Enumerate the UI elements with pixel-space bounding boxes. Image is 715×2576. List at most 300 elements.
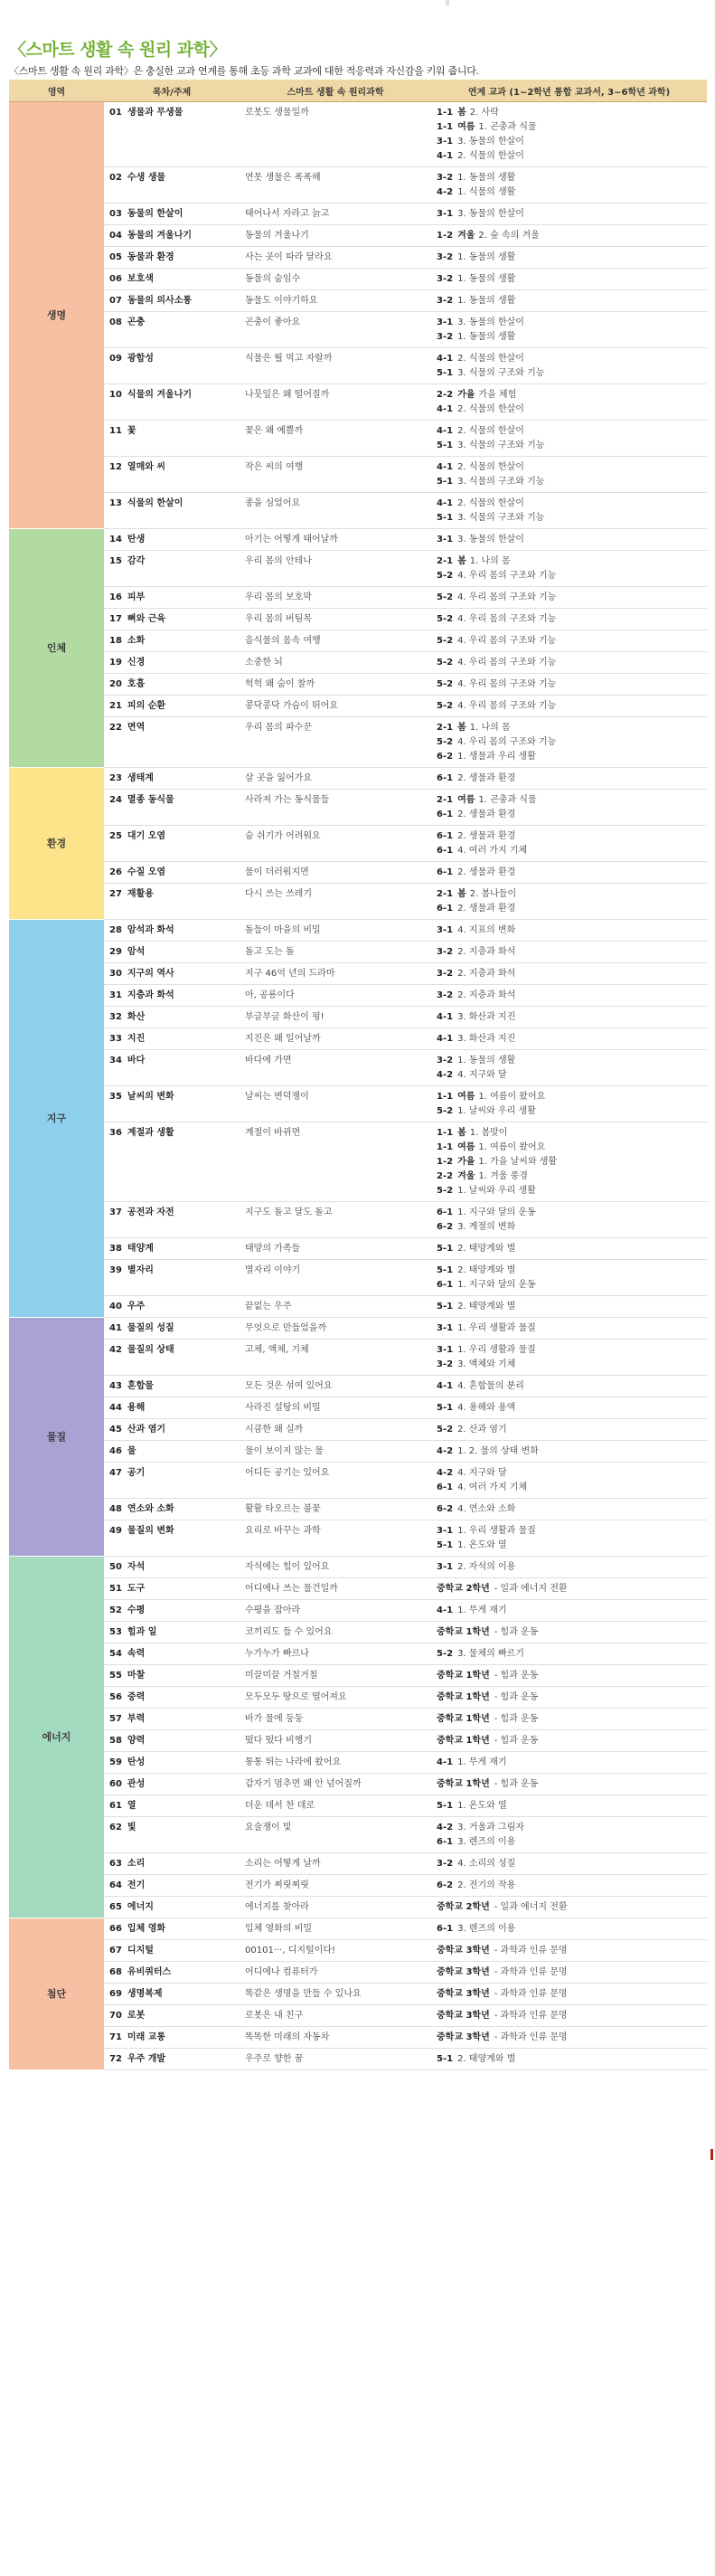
unit-label: 2. 생물과 환경 — [457, 831, 516, 841]
unit-label: 2. 생물과 환경 — [457, 773, 516, 783]
curriculum-link — [437, 1141, 701, 1155]
topic-cell — [104, 1622, 240, 1643]
topic-number: 04 — [109, 231, 122, 241]
topic-title: 물 — [127, 1446, 136, 1456]
unit-label: - 힘과 운동 — [494, 1671, 539, 1681]
topic-number: 38 — [109, 1244, 122, 1254]
topic-number: 05 — [109, 252, 122, 262]
grade-label: 중학교 1학년 — [437, 1627, 490, 1637]
unit-label: 2. 식물의 한살이 — [457, 462, 524, 472]
unit-label: 4. 지표의 변화 — [457, 925, 516, 935]
table-header-row — [9, 80, 707, 102]
topic-cell — [104, 1918, 240, 1940]
linked-curriculum-cell — [431, 1028, 707, 1050]
principle-cell: 어디에나 컴퓨터가 — [240, 1962, 431, 1984]
principle-cell: 사는 곳이 따라 달라요 — [240, 247, 431, 269]
curriculum-link — [437, 989, 701, 1003]
topic-number: 28 — [109, 925, 122, 935]
topic-cell — [104, 1007, 240, 1028]
principle-cell: 연못 생물은 폭폭해 — [240, 167, 431, 204]
topic-title: 전기 — [127, 1880, 146, 1890]
principle-cell: 다시 쓰는 쓰레기 — [240, 884, 431, 920]
curriculum-link — [437, 866, 701, 880]
linked-curriculum-cell — [431, 790, 707, 826]
table-row — [9, 826, 707, 862]
topic-title: 동물의 한살이 — [127, 209, 183, 219]
topic-number: 31 — [109, 990, 122, 1000]
topic-cell — [104, 942, 240, 963]
topic-title: 탄성 — [127, 1757, 146, 1767]
grade-label: 5-2 — [437, 658, 454, 668]
principle-cell: 소중한 뇌 — [240, 652, 431, 674]
curriculum-link — [437, 1712, 701, 1727]
curriculum-link — [437, 1466, 701, 1481]
table-row — [9, 1340, 707, 1376]
linked-curriculum-cell — [431, 1376, 707, 1397]
grade-label: 중학교 3학년 — [437, 2032, 490, 2042]
grade-label: 5-2 — [437, 701, 454, 711]
grade-label: 6-1 — [437, 846, 454, 856]
curriculum-link — [437, 1278, 701, 1293]
topic-title: 자석 — [127, 1562, 146, 1572]
grade-label: 4-1 — [437, 462, 454, 472]
principle-cell: 소리는 어떻게 날까 — [240, 1853, 431, 1875]
side-edge-mark — [710, 2149, 713, 2160]
topic-title: 마찰 — [127, 1671, 146, 1681]
curriculum-link — [437, 1104, 701, 1119]
principle-cell: 로봇도 생물일까 — [240, 102, 431, 167]
curriculum-link — [437, 402, 701, 417]
table-row — [9, 421, 707, 457]
principle-cell: 돌고 도는 돌 — [240, 942, 431, 963]
topic-title: 미래 교통 — [127, 2032, 166, 2042]
principle-cell: 통통 튀는 나라에 왔어요 — [240, 1752, 431, 1774]
curriculum-link — [437, 120, 701, 135]
topic-number: 11 — [109, 426, 122, 436]
curriculum-link — [437, 352, 701, 366]
curriculum-link — [437, 316, 701, 330]
topic-number: 27 — [109, 889, 122, 899]
grade-label: 4-1 — [437, 404, 454, 414]
topic-title: 날씨의 변화 — [127, 1092, 174, 1102]
topic-number: 65 — [109, 1902, 122, 1912]
principle-cell: 사라져 가는 동식물들 — [240, 790, 431, 826]
topic-cell — [104, 1028, 240, 1050]
linked-curriculum-cell — [431, 1709, 707, 1730]
principle-cell: 종을 심었어요 — [240, 493, 431, 529]
grade-label: 3-2 — [437, 947, 454, 957]
topic-title: 연소와 소화 — [127, 1504, 174, 1514]
principle-cell: 아기는 어떻게 태어날까 — [240, 529, 431, 551]
linked-curriculum-cell — [431, 1520, 707, 1557]
grade-label: 5-2 — [437, 1425, 454, 1435]
season-label: 겨울 — [457, 231, 475, 241]
grade-label: 5-1 — [437, 1801, 454, 1811]
unit-label: 1. 동물의 생활 — [457, 274, 516, 284]
topic-number: 56 — [109, 1692, 122, 1702]
unit-label: 3. 식물의 구조와 기능 — [457, 477, 545, 487]
curriculum-link — [437, 1010, 701, 1025]
topic-number: 57 — [109, 1714, 122, 1724]
curriculum-link — [437, 2052, 701, 2067]
topic-number: 45 — [109, 1425, 122, 1435]
topic-title: 식물의 한살이 — [127, 498, 183, 508]
topic-title: 우주 — [127, 1302, 146, 1312]
unit-label: 4. 우리 몸의 구조와 기능 — [457, 701, 557, 711]
grade-label: 5-1 — [437, 368, 454, 378]
unit-label: 2. 전기의 작용 — [457, 1880, 516, 1890]
unit-label: - 힘과 운동 — [494, 1714, 539, 1724]
topic-cell — [104, 1984, 240, 2005]
curriculum-link — [437, 366, 701, 381]
grade-label: 4-1 — [437, 151, 454, 161]
unit-label: 2. 태양계와 별 — [457, 1244, 516, 1254]
topic-title: 용해 — [127, 1403, 146, 1413]
principle-cell: 물이 보이지 않는 물 — [240, 1441, 431, 1463]
unit-label: 2. 지층과 화석 — [457, 947, 516, 957]
topic-title: 열 — [127, 1801, 136, 1811]
table-row — [9, 884, 707, 920]
curriculum-link — [437, 1264, 701, 1278]
topic-title: 감각 — [127, 556, 146, 566]
principle-cell: 요리로 바꾸는 과학 — [240, 1520, 431, 1557]
curriculum-link — [437, 1756, 701, 1770]
topic-number: 49 — [109, 1526, 122, 1536]
topic-title: 재활용 — [127, 889, 154, 899]
linked-curriculum-cell — [431, 204, 707, 225]
table-row — [9, 2049, 707, 2070]
curriculum-link — [437, 772, 701, 786]
grade-label: 4-1 — [437, 1012, 454, 1022]
principle-cell: 음식물의 몸속 여행 — [240, 630, 431, 652]
topic-title: 호흡 — [127, 679, 146, 689]
linked-curriculum-cell — [431, 1752, 707, 1774]
curriculum-link — [437, 923, 701, 938]
table-row — [9, 652, 707, 674]
topic-number: 52 — [109, 1605, 122, 1615]
linked-curriculum-cell — [431, 1643, 707, 1665]
topic-number: 12 — [109, 462, 122, 472]
page-title: 〈스마트 생활 속 원리 과학〉 — [9, 40, 226, 60]
linked-curriculum-cell — [431, 1962, 707, 1984]
topic-cell — [104, 1202, 240, 1238]
principle-cell: 동물의 겨울나기 — [240, 225, 431, 247]
linked-curriculum-cell — [431, 826, 707, 862]
topic-number: 70 — [109, 2011, 122, 2021]
unit-label: 3. 거울과 그림자 — [457, 1823, 524, 1833]
curriculum-link — [437, 533, 701, 547]
curriculum-link — [437, 424, 701, 439]
curriculum-link — [437, 497, 701, 511]
linked-curriculum-cell — [431, 1774, 707, 1795]
curriculum-link — [437, 149, 701, 164]
grade-label: 6-1 — [437, 1482, 454, 1492]
unit-label: 3. 화산과 지진 — [457, 1012, 516, 1022]
topic-number: 15 — [109, 556, 122, 566]
linked-curriculum-cell — [431, 717, 707, 768]
curriculum-link — [437, 1170, 701, 1184]
grade-label: 3-2 — [437, 990, 454, 1000]
table-row — [9, 790, 707, 826]
topic-number: 71 — [109, 2032, 122, 2042]
table-row — [9, 1419, 707, 1441]
topic-cell — [104, 1557, 240, 1578]
curriculum-link — [437, 135, 701, 149]
curriculum-link — [437, 1582, 701, 1596]
grade-label: 2-1 — [437, 889, 454, 899]
topic-number: 08 — [109, 317, 122, 327]
topic-title: 열매와 씨 — [127, 462, 166, 472]
season-label: 여름 — [457, 795, 475, 805]
area-cell: 물질 — [9, 1318, 104, 1557]
curriculum-link — [437, 1539, 701, 1553]
unit-label: 4. 지구와 달 — [457, 1070, 507, 1080]
linked-curriculum-cell — [431, 1419, 707, 1441]
topic-cell — [104, 1086, 240, 1122]
topic-title: 뼈와 근육 — [127, 614, 166, 624]
unit-label: 1. 우리 생활과 물질 — [457, 1345, 536, 1355]
principle-cell: 콩닥콩닥 가슴이 뛰어요 — [240, 696, 431, 717]
topic-title: 유비쿼터스 — [127, 1967, 172, 1977]
topic-cell — [104, 1875, 240, 1897]
unit-label: 3. 렌즈의 이용 — [457, 1837, 516, 1847]
topic-cell — [104, 1709, 240, 1730]
topic-number: 54 — [109, 1649, 122, 1659]
linked-curriculum-cell — [431, 1397, 707, 1419]
unit-label: 1. 가을 날씨와 생활 — [478, 1157, 558, 1167]
curriculum-link — [437, 106, 701, 120]
table-row — [9, 717, 707, 768]
curriculum-link — [437, 1690, 701, 1705]
linked-curriculum-cell — [431, 862, 707, 884]
linked-curriculum-cell — [431, 768, 707, 790]
linked-curriculum-cell — [431, 1202, 707, 1238]
grade-label: 5-2 — [437, 614, 454, 624]
grade-label: 6-1 — [437, 1837, 454, 1847]
curriculum-link — [437, 1220, 701, 1235]
topic-title: 멸종 동식물 — [127, 795, 174, 805]
table-row — [9, 312, 707, 348]
principle-cell: 아, 공룡이다 — [240, 985, 431, 1007]
topic-number: 69 — [109, 1989, 122, 1999]
principle-cell: 수평을 잡아라 — [240, 1600, 431, 1622]
curriculum-link — [437, 1126, 701, 1141]
topic-number: 62 — [109, 1823, 122, 1833]
topic-title: 피의 순환 — [127, 701, 166, 711]
principle-cell: 모두모두 땅으로 떨어져요 — [240, 1687, 431, 1709]
curriculum-link — [437, 1524, 701, 1539]
topic-cell — [104, 630, 240, 652]
linked-curriculum-cell — [431, 421, 707, 457]
curriculum-link — [437, 1242, 701, 1256]
topic-cell — [104, 493, 240, 529]
unit-label: 4. 우리 몸의 구조와 기능 — [457, 658, 557, 668]
topic-title: 지진 — [127, 1034, 146, 1044]
principle-cell: 에너지를 찾아라 — [240, 1897, 431, 1918]
linked-curriculum-cell — [431, 942, 707, 963]
table-row — [9, 1520, 707, 1557]
grade-label: 5-1 — [437, 440, 454, 450]
curriculum-link — [437, 1300, 701, 1314]
curriculum-link — [437, 1821, 701, 1835]
curriculum-link — [437, 554, 701, 569]
principle-cell: 끝없는 우주 — [240, 1296, 431, 1318]
topic-title: 암석과 화석 — [127, 925, 174, 935]
topic-title: 로봇 — [127, 2011, 146, 2021]
table-row — [9, 269, 707, 290]
principle-cell: 똑같은 생명을 만들 수 있나요 — [240, 1984, 431, 2005]
unit-label: 1. 생물과 우리 생활 — [457, 752, 536, 762]
grade-label: 5-2 — [437, 571, 454, 581]
principle-cell: 요술쟁이 빛 — [240, 1817, 431, 1853]
linked-curriculum-cell — [431, 985, 707, 1007]
topic-number: 60 — [109, 1779, 122, 1789]
topic-title: 신경 — [127, 658, 146, 668]
curriculum-link — [437, 1604, 701, 1618]
topic-number: 06 — [109, 274, 122, 284]
principle-cell: 지진은 왜 일어날까 — [240, 1028, 431, 1050]
grade-label: 2-2 — [437, 1171, 454, 1181]
grade-label: 4-1 — [437, 498, 454, 508]
unit-label: 1. 동물의 생활 — [457, 332, 516, 342]
principle-cell: 별자리 이야기 — [240, 1260, 431, 1296]
unit-label: 4. 용해와 용액 — [457, 1403, 516, 1413]
topic-title: 디지털 — [127, 1946, 154, 1956]
table-row — [9, 1463, 707, 1499]
grade-label: 4-2 — [437, 1070, 454, 1080]
topic-cell — [104, 457, 240, 493]
unit-label: - 힘과 운동 — [494, 1779, 539, 1789]
topic-number: 01 — [109, 108, 122, 118]
curriculum-link — [437, 1444, 701, 1459]
table-row — [9, 674, 707, 696]
unit-label: 1. 2. 물의 상태 변화 — [457, 1446, 539, 1456]
linked-curriculum-cell — [431, 2049, 707, 2070]
topic-number: 36 — [109, 1128, 122, 1138]
unit-label: 2. 생물과 환경 — [457, 810, 516, 819]
grade-label: 4-2 — [437, 1446, 454, 1456]
unit-label: - 힘과 운동 — [494, 1627, 539, 1637]
table-row — [9, 204, 707, 225]
grade-label: 6-1 — [437, 1280, 454, 1290]
topic-number: 07 — [109, 296, 122, 306]
topic-cell — [104, 1520, 240, 1557]
unit-label: 2. 숲 속의 겨울 — [478, 231, 540, 241]
principle-cell: 어디든 공기는 있어요 — [240, 1463, 431, 1499]
header-principle: 스마트 생활 속 원리과학 — [240, 80, 431, 102]
season-label: 봄 — [457, 556, 466, 566]
table-row — [9, 1122, 707, 1202]
curriculum-link — [437, 721, 701, 735]
unit-label: 1. 곤충과 식물 — [478, 122, 537, 132]
topic-cell — [104, 269, 240, 290]
principle-cell: 시큼한 왜 실까 — [240, 1419, 431, 1441]
topic-cell — [104, 1463, 240, 1499]
principle-cell: 입체 영화의 비밀 — [240, 1918, 431, 1940]
table-row — [9, 1687, 707, 1709]
curriculum-link — [437, 185, 701, 200]
table-row — [9, 493, 707, 529]
table-row — [9, 1984, 707, 2005]
topic-cell — [104, 674, 240, 696]
topic-number: 13 — [109, 498, 122, 508]
topic-cell — [104, 717, 240, 768]
curriculum-link — [437, 1734, 701, 1748]
linked-curriculum-cell — [431, 696, 707, 717]
unit-label: 3. 식물의 구조와 기능 — [457, 440, 545, 450]
unit-label: 1. 우리 생활과 물질 — [457, 1526, 536, 1536]
unit-label: 2. 태양계와 별 — [457, 2054, 516, 2064]
grade-label: 6-2 — [437, 1504, 454, 1514]
topic-cell — [104, 1795, 240, 1817]
unit-label: 1. 봄맞이 — [469, 1128, 508, 1138]
grade-label: 중학교 1학년 — [437, 1671, 490, 1681]
grade-label: 6-2 — [437, 1880, 454, 1890]
grade-label: 4-1 — [437, 1381, 454, 1391]
curriculum-link — [437, 735, 701, 750]
unit-label: 1. 우리 생활과 물질 — [457, 1323, 536, 1333]
topic-number: 24 — [109, 795, 122, 805]
grade-label: 5-1 — [437, 513, 454, 523]
curriculum-link — [437, 460, 701, 475]
principle-cell: 고체, 액체, 기체 — [240, 1340, 431, 1376]
unit-label: 4. 연소와 소화 — [457, 1504, 516, 1514]
curriculum-link — [437, 750, 701, 764]
topic-title: 동물의 겨울나기 — [127, 231, 193, 241]
topic-cell — [104, 1419, 240, 1441]
topic-title: 관성 — [127, 1779, 146, 1789]
linked-curriculum-cell — [431, 1600, 707, 1622]
table-row — [9, 1600, 707, 1622]
principle-cell: 태어나서 자라고 늙고 — [240, 204, 431, 225]
unit-label: 4. 우리 몸의 구조와 기능 — [457, 571, 557, 581]
table-body — [9, 102, 707, 2070]
principle-cell: 자석에는 힘이 있어요 — [240, 1557, 431, 1578]
table-row — [9, 1918, 707, 1940]
topic-number: 61 — [109, 1801, 122, 1811]
topic-title: 태양계 — [127, 1244, 154, 1254]
unit-label: 2. 지층과 화석 — [457, 990, 516, 1000]
topic-cell — [104, 1687, 240, 1709]
linked-curriculum-cell — [431, 290, 707, 312]
topic-number: 30 — [109, 969, 122, 979]
topic-title: 지층과 화석 — [127, 990, 174, 1000]
topic-title: 곤충 — [127, 317, 146, 327]
principle-cell: 지구도 돌고 달도 돌고 — [240, 1202, 431, 1238]
topic-cell — [104, 587, 240, 609]
table-row — [9, 1086, 707, 1122]
unit-label: - 과학과 인류 문명 — [494, 1989, 568, 1999]
linked-curriculum-cell — [431, 1499, 707, 1520]
linked-curriculum-cell — [431, 1984, 707, 2005]
curriculum-link — [437, 251, 701, 265]
curriculum-link — [437, 1669, 701, 1683]
linked-curriculum-cell — [431, 384, 707, 421]
linked-curriculum-cell — [431, 652, 707, 674]
linked-curriculum-cell — [431, 1665, 707, 1687]
curriculum-link — [437, 294, 701, 308]
grade-label: 5-2 — [437, 1649, 454, 1659]
topic-number: 16 — [109, 592, 122, 602]
table-row — [9, 1875, 707, 1897]
topic-number: 41 — [109, 1323, 122, 1333]
unit-label: 2. 식물의 한살이 — [457, 151, 524, 161]
principle-cell: 누가누가 빠르나 — [240, 1643, 431, 1665]
linked-curriculum-cell — [431, 1122, 707, 1202]
table-row — [9, 1730, 707, 1752]
area-cell: 지구 — [9, 920, 104, 1318]
topic-number: 51 — [109, 1584, 122, 1594]
